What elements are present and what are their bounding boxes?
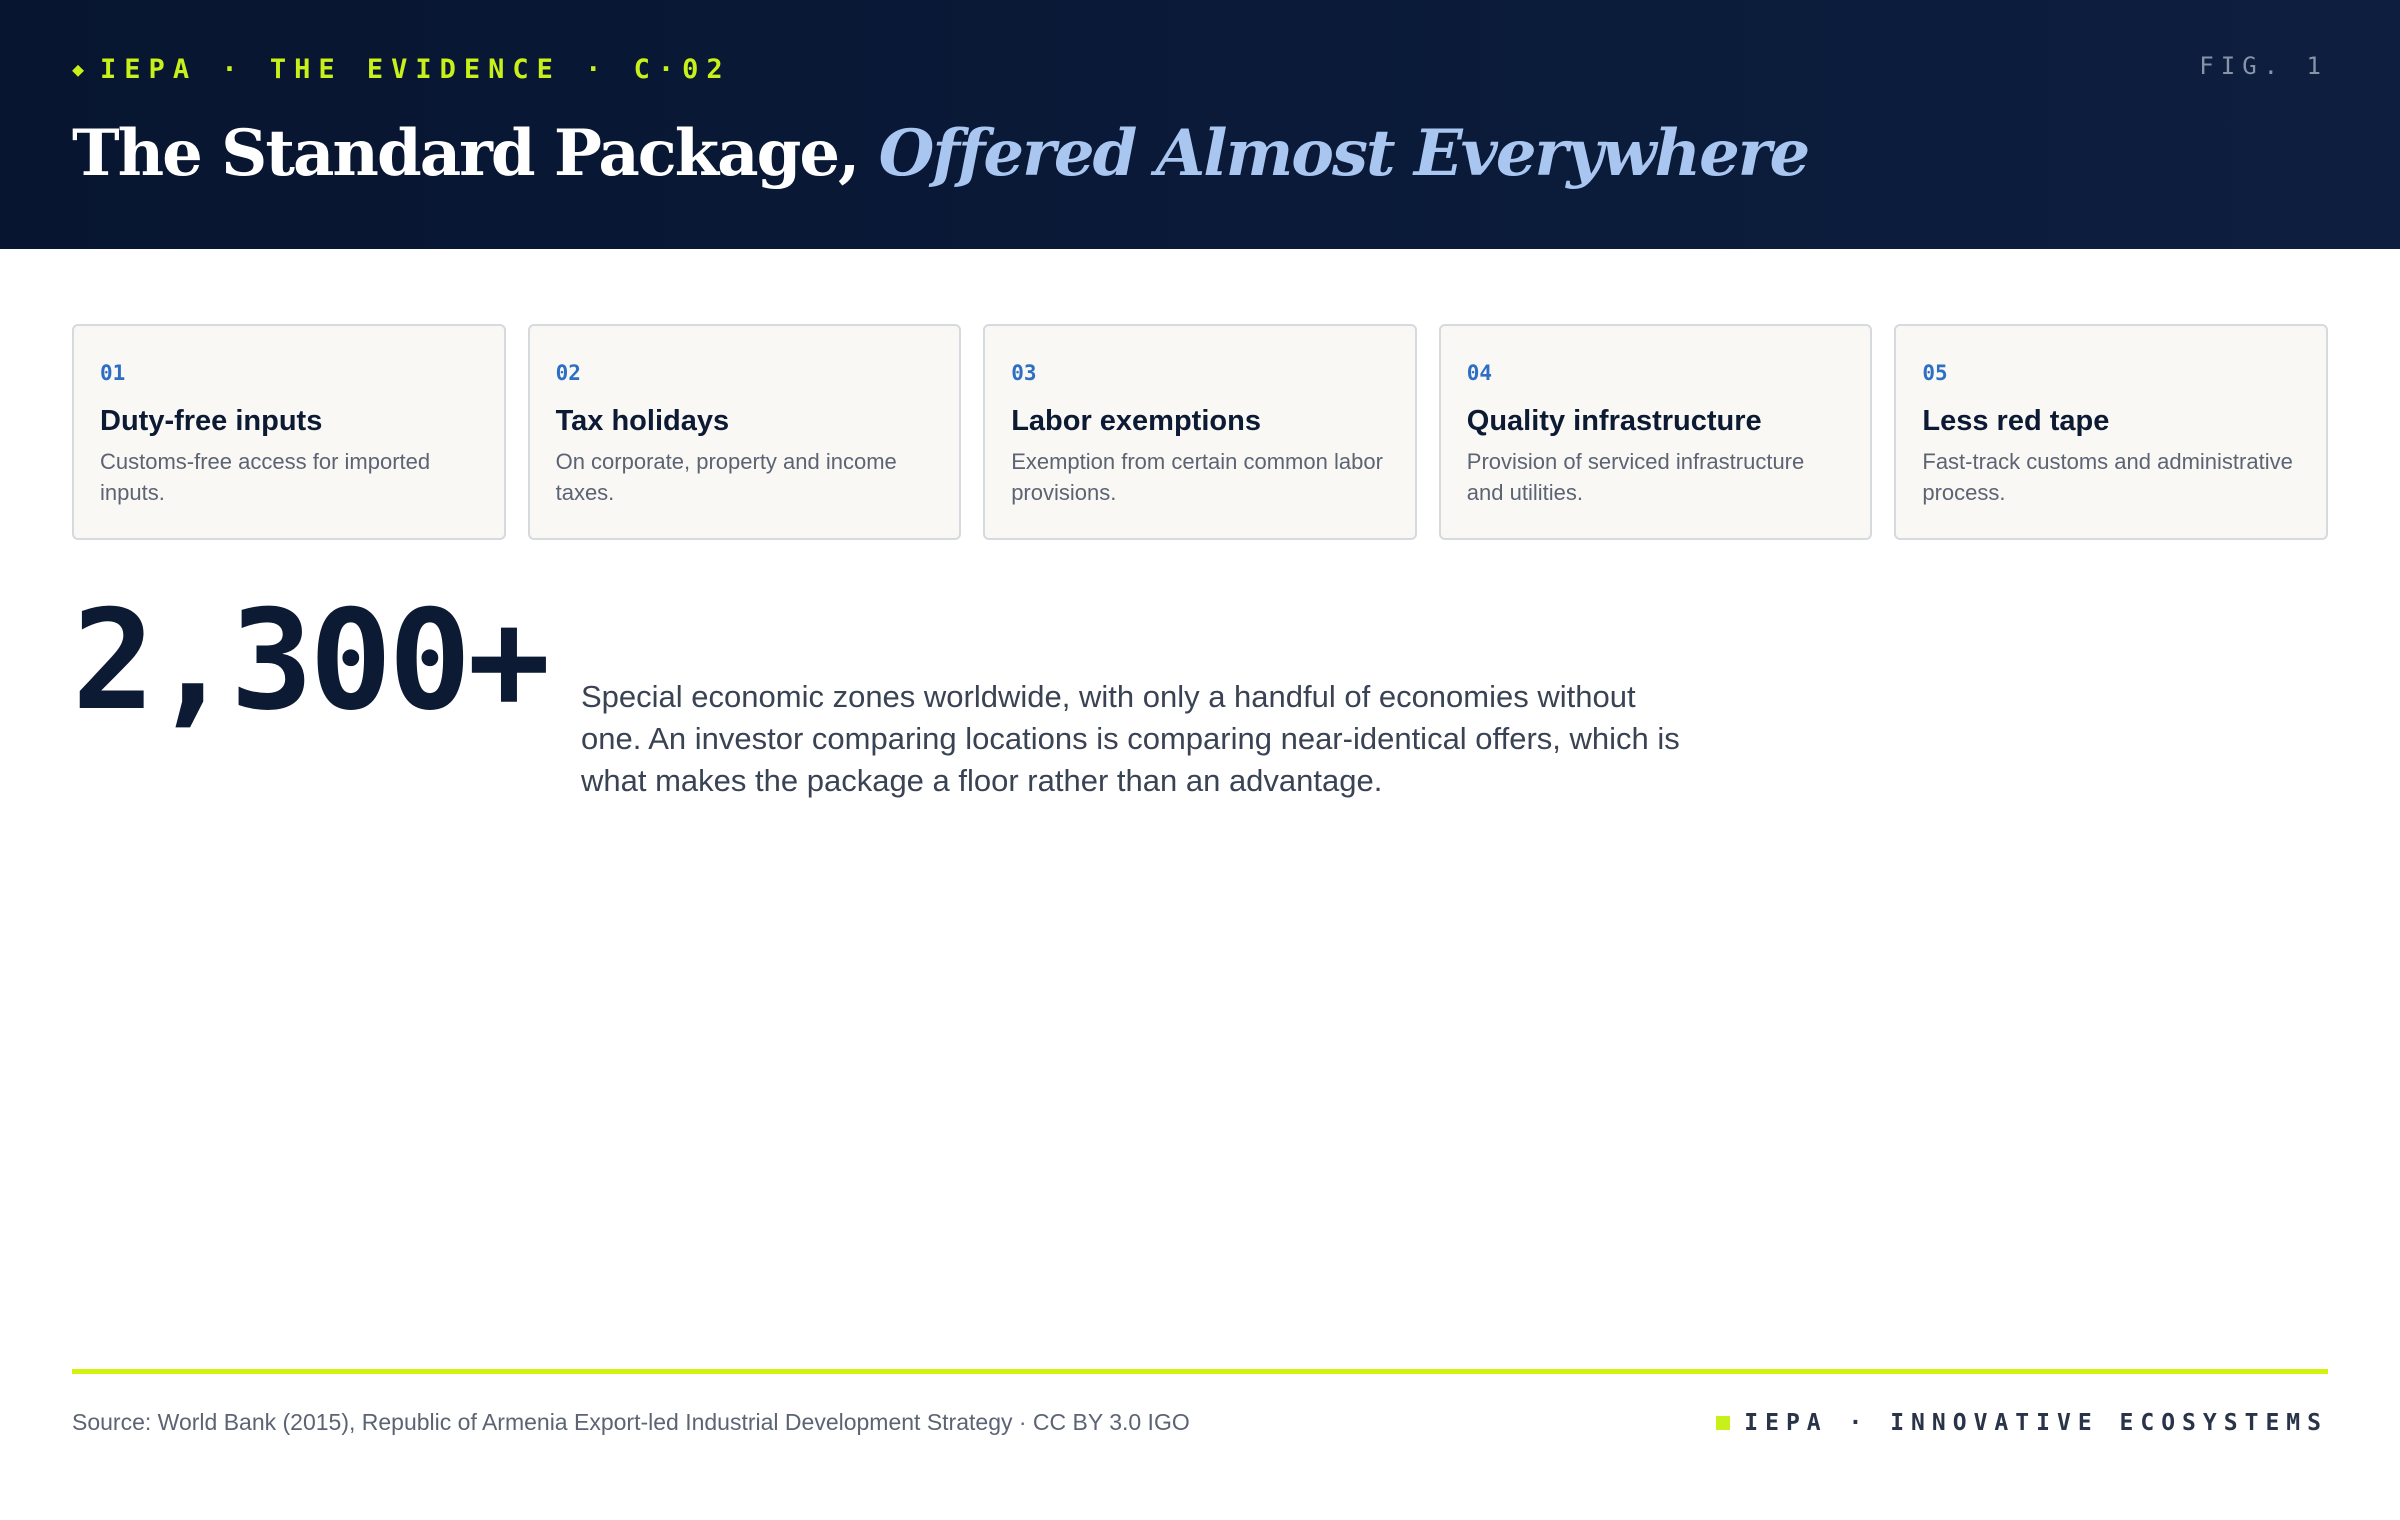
source-citation: Source: World Bank (2015), Republic of Armenia Export-led Industrial Development Strategy · CC BY 3.0 IGO — [72, 1409, 1190, 1435]
feature-card-tax-holidays — [528, 324, 962, 540]
figure-label: FIG. 1 — [2199, 52, 2328, 80]
card-title: Quality infrastructure — [1466, 405, 1762, 437]
card-description: Fast-track customs and administrative process. — [1922, 449, 2293, 505]
card-title: Labor exemptions — [1011, 405, 1261, 437]
card-title: Duty-free inputs — [100, 405, 323, 437]
card-number: 03 — [1011, 361, 1037, 385]
brand-text: IEPA · INNOVATIVE ECOSYSTEMS — [1744, 1410, 2328, 1436]
stat-description: Special economic zones worldwide, with only a handful of economies without one. An investor comparing locations is comparing near-identical offers, which is what makes the package a floor rather than an advantage. — [581, 679, 1680, 798]
card-description: Provision of serviced infrastructure and utilities. — [1466, 449, 1805, 505]
feature-card-quality-infrastructure — [1439, 324, 1873, 540]
square-icon — [1716, 1416, 1730, 1430]
card-description: On corporate, property and income taxes. — [555, 449, 897, 505]
card-description: Exemption from certain common labor provisions. — [1011, 449, 1383, 505]
feature-card-duty-free — [72, 324, 506, 540]
eyebrow-text: IEPA · THE EVIDENCE · C·02 — [100, 53, 731, 85]
feature-card-labor-exemptions — [983, 324, 1417, 540]
stat-value: 2,300+ — [72, 580, 547, 741]
feature-card-less-red-tape — [1894, 324, 2328, 540]
title-accent: Offered Almost Everywhere — [878, 116, 1809, 191]
card-number: 01 — [100, 361, 126, 385]
feature-cards — [72, 324, 2328, 540]
card-description: Customs-free access for imported inputs. — [100, 449, 431, 505]
card-title: Less red tape — [1922, 405, 2110, 437]
diamond-icon: ◆ — [72, 57, 85, 81]
card-number: 05 — [1922, 361, 1948, 385]
title-main: The Standard Package, — [72, 116, 879, 191]
eyebrow — [72, 52, 731, 86]
footer-divider — [72, 1369, 2328, 1374]
brand-mark — [1716, 1408, 2328, 1438]
card-number: 04 — [1466, 361, 1493, 385]
card-title: Tax holidays — [555, 405, 730, 437]
card-number: 02 — [555, 361, 581, 385]
page-title — [72, 112, 1808, 196]
header-banner — [0, 0, 2400, 249]
